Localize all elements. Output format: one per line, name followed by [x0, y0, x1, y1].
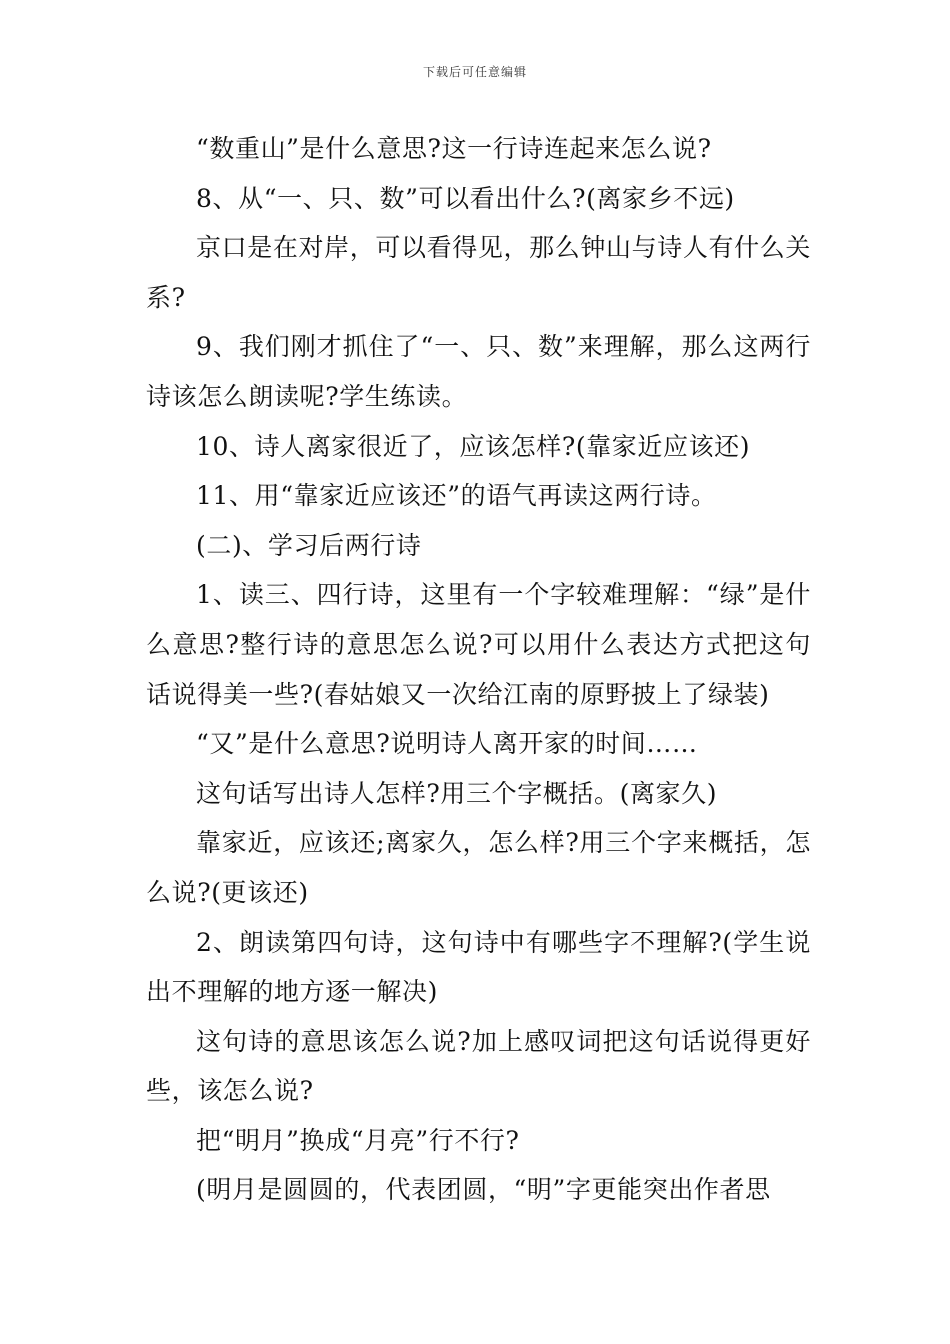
- paragraph: “数重山”是什么意思?这一行诗连起来怎么说?: [196, 134, 712, 163]
- paragraph: 京口是在对岸，可以看得见，那么钟山与诗人有什么关系?: [146, 233, 811, 312]
- paragraph: 9、我们刚才抓住了“一、只、数”来理解，那么这两行诗该怎么朗读呢?学生练读。: [146, 332, 811, 411]
- paragraph: 靠家近，应该还;离家久，怎么样?用三个字来概括，怎么说?(更该还): [146, 828, 811, 907]
- document-body: [146, 124, 811, 1215]
- paragraph: 这句诗的意思该怎么说?加上感叹词把这句话说得更好些，该怎么说?: [146, 1026, 811, 1106]
- paragraph: 11、用“靠家近应该还”的语气再读这两行诗。: [196, 481, 717, 511]
- section-heading: (二)、学习后两行诗: [196, 530, 422, 560]
- paragraph: “又”是什么意思?说明诗人离开家的时间……: [196, 729, 698, 759]
- paragraph: 8、从“一、只、数”可以看出什么?(离家乡不远): [196, 183, 735, 213]
- paragraph: 这句话写出诗人怎样?用三个字概括。(离家久): [196, 778, 718, 808]
- paragraph: 10、诗人离家很近了，应该怎样?(靠家近应该还): [196, 431, 751, 461]
- paragraph: 2、朗读第四句诗，这句诗中有哪些字不理解?(学生说出不理解的地方逐一解决): [146, 927, 811, 1007]
- paragraph: (明月是圆圆的，代表团圆，“明”字更能突出作者思: [196, 1175, 771, 1205]
- page-header: 下载后可任意编辑: [422, 65, 527, 79]
- paragraph: 1、读三、四行诗，这里有一个字较难理解：“绿”是什么意思?整行诗的意思怎么说?可以用什么表达方式把这句话说得美一些?(春姑娘又一次给江南的原野披上了绿装): [146, 580, 811, 709]
- paragraph: 把“明月”换成“月亮”行不行?: [196, 1125, 520, 1155]
